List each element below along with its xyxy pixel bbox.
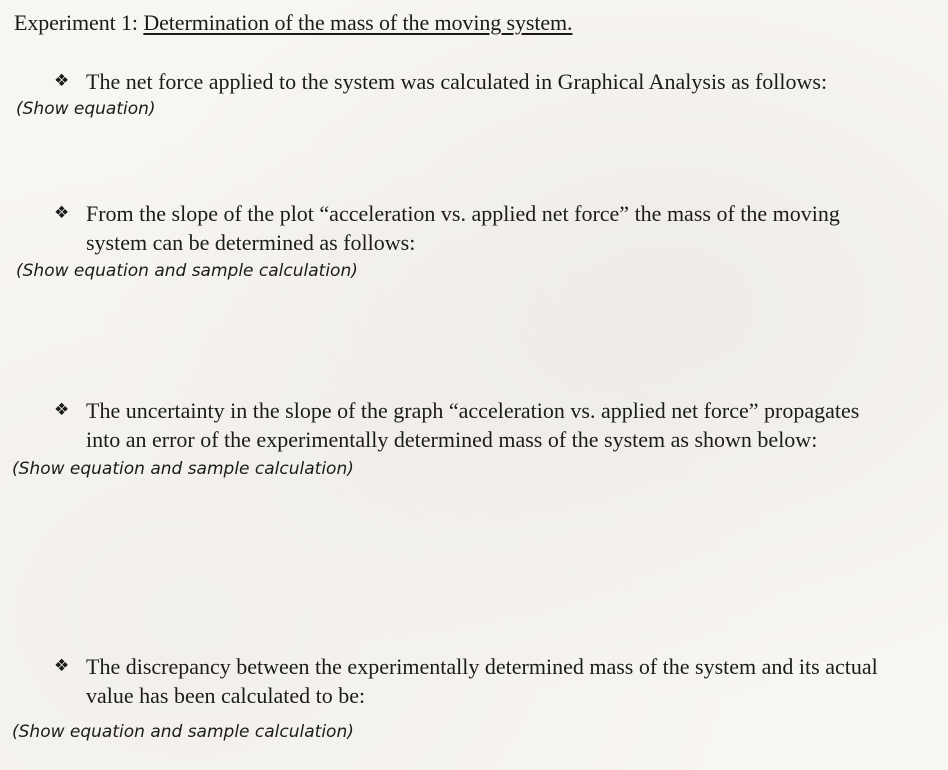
experiment-number: Experiment 1: [14, 10, 144, 35]
section-3-instruction: (Show equation and sample calculation) [12, 459, 354, 479]
section-4-line-2: value has been calculated to be: [86, 683, 366, 708]
section-1-text [54, 67, 828, 96]
section-2-line-1: From the slope of the plot “acceleration vs. applied net force” the mass of the moving [86, 201, 840, 226]
section-2-text [54, 199, 840, 257]
experiment-title [14, 10, 572, 36]
section-3-line-1: The uncertainty in the slope of the graph “acceleration vs. applied net force” propagates [86, 398, 860, 423]
section-1-line-1: The net force applied to the system was calculated in Graphical Analysis as follows: [86, 69, 828, 94]
section-4-line-1: The discrepancy between the experimentally determined mass of the system and its actual [86, 654, 878, 679]
section-4-instruction: (Show equation and sample calculation) [12, 722, 354, 742]
section-3-line-2: into an error of the experimentally determined mass of the system as shown below: [86, 427, 818, 452]
bullet-icon: ❖ [54, 71, 70, 91]
bullet-icon: ❖ [54, 400, 70, 420]
experiment-heading: Determination of the mass of the moving system. [143, 10, 573, 35]
section-4-text [54, 652, 878, 710]
bullet-icon: ❖ [54, 203, 70, 223]
section-2-instruction: (Show equation and sample calculation) [16, 261, 358, 281]
section-1-instruction: (Show equation) [16, 99, 156, 119]
section-2-line-2: system can be determined as follows: [86, 230, 416, 255]
section-3-text [54, 396, 860, 454]
bullet-icon: ❖ [54, 656, 70, 676]
